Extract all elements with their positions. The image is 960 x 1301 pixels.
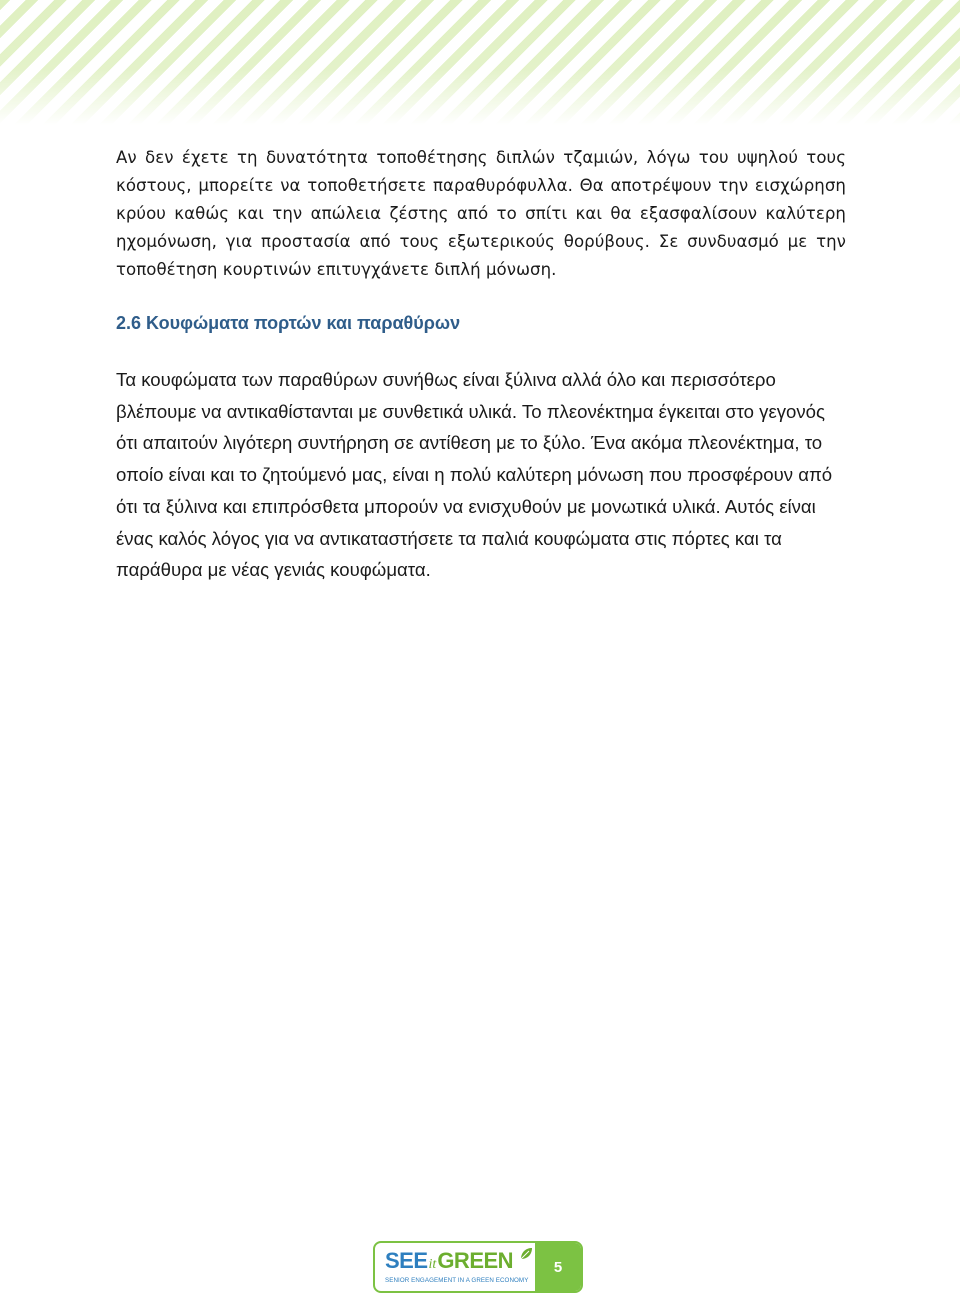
leaf-icon [519, 1247, 533, 1261]
logo-it-text: it [428, 1257, 437, 1272]
header-fade [0, 0, 960, 125]
section-heading: 2.6 Κουφώματα πορτών και παραθύρων [116, 313, 461, 333]
page-number: 5 [553, 1258, 563, 1276]
logo-see-text: SEE [385, 1248, 428, 1273]
footer-logo-badge [373, 1241, 583, 1293]
logo-tagline: SENIOR ENGAGEMENT IN A GREEN ECONOMY [385, 1277, 529, 1284]
intro-paragraph: Αν δεν έχετε τη δυνατότητα τοποθέτησης διπλών τζαμιών, λόγω του υψηλού τους κόστους, μπορείτε να τοποθετήσετε παραθυρόφυλλα. Θα αποτρέψουν την εισχώρηση κρύου καθώς και την απώλεια ζέστης από το σπίτι και θα εξασφαλίσουν καλύτερη ηχομόνωση, για προστασία από τους εξωτερικούς θορύβους. Σε συνδυασμό με την τοποθέτηση κουρτινών επιτυγχάνετε διπλή μόνωση. [116, 148, 846, 279]
see-it-green-logo [385, 1249, 535, 1284]
body-paragraph: Τα κουφώματα των παραθύρων συνήθως είναι ξύλινα αλλά όλο και περισσότερο βλέπουμε να αντικαθίστανται με συνθετικά υλικά. Το πλεονέκτημα έγκειται στο γεγονός ότι απαιτούν λιγότερη συντήρηση σε αντίθεση με το ξύλο. Ένα ακόμα πλεονέκτημα, το οποίο είναι και το ζητούμενό μας, είναι η πολύ καλύτερη μόνωση που προσφέρουν από ότι τα ξύλινα και επιπρόσθετα μπορούν να ενισχυθούν με μονωτικά υλικά. Αυτός είναι ένας καλός λόγος για να αντικαταστήσετε τα παλιά κουφώματα στις πόρτες και τα παράθυρα με νέας γενιάς κουφώματα. [116, 369, 833, 581]
page-content [116, 144, 846, 586]
page-number-box [535, 1243, 581, 1291]
logo-green-text: GREEN [437, 1248, 514, 1273]
